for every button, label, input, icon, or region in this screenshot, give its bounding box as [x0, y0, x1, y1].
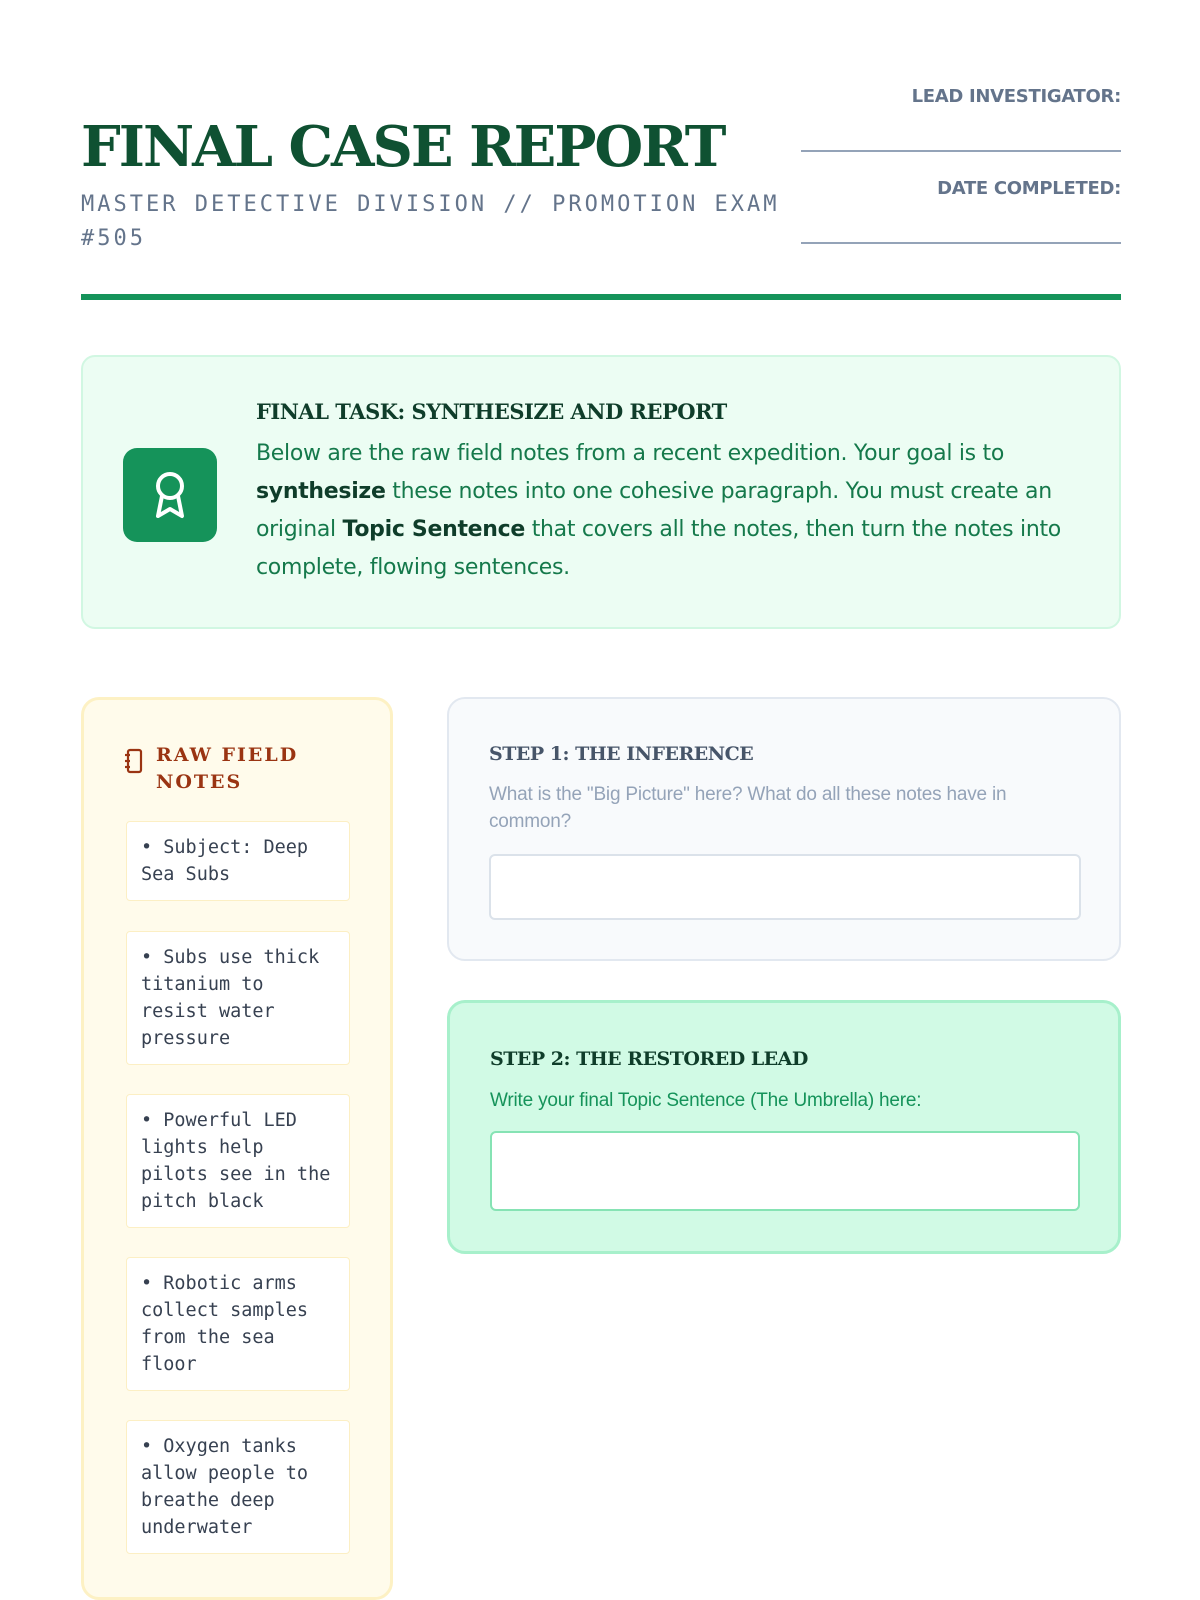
- award-ribbon-icon: [123, 448, 217, 542]
- step-2-card: [447, 1000, 1121, 1254]
- date-completed-label: DATE COMPLETED:: [937, 178, 1121, 199]
- notebook-icon: [124, 748, 144, 779]
- lead-investigator-label: LEAD INVESTIGATOR:: [911, 86, 1121, 107]
- step-2-title: STEP 2: THE RESTORED LEAD: [490, 1048, 808, 1070]
- notes-header: [124, 742, 306, 796]
- lead-investigator-line[interactable]: [801, 118, 1121, 152]
- task-text: Below are the raw field notes from a recent expedition. Your goal is to: [256, 441, 1005, 466]
- topic-sentence-input[interactable]: [490, 1131, 1080, 1211]
- task-card: [81, 355, 1121, 629]
- header-divider: [81, 294, 1121, 300]
- field-note: • Robotic arms collect samples from the sea floor: [126, 1257, 350, 1391]
- field-note: • Subject: Deep Sea Subs: [126, 821, 350, 901]
- step-1-card: [447, 697, 1121, 961]
- step-1-description: What is the "Big Picture" here? What do all these notes have in common?: [489, 784, 1007, 832]
- notes-title: RAW FIELD NOTES: [156, 744, 299, 793]
- report-meta: [801, 86, 1121, 270]
- raw-field-notes-panel: [81, 697, 393, 1600]
- date-completed-line[interactable]: [801, 210, 1121, 244]
- task-instructions: [256, 435, 1086, 587]
- step-2-description: Write your final Topic Sentence (The Umbrella) here:: [490, 1090, 922, 1111]
- task-text: that covers all the notes, then turn the notes into complete, flowing sentences.: [256, 517, 1061, 580]
- field-note: • Subs use thick titanium to resist water pressure: [126, 931, 350, 1065]
- report-header: [81, 86, 1121, 302]
- task-text: these notes into one cohesive paragraph. You must create an original: [256, 479, 1052, 542]
- step-1-title: STEP 1: THE INFERENCE: [489, 743, 754, 765]
- page-title: FINAL CASE REPORT: [81, 114, 725, 180]
- task-heading: FINAL TASK: SYNTHESIZE AND REPORT: [256, 399, 727, 424]
- inference-input[interactable]: [489, 854, 1081, 920]
- field-note: • Powerful LED lights help pilots see in the pitch black: [126, 1094, 350, 1228]
- page-subtitle: MASTER DETECTIVE DIVISION // PROMOTION EXAM #505: [81, 192, 780, 251]
- task-emphasis-topic-sentence: Topic Sentence: [342, 517, 526, 542]
- field-note: • Oxygen tanks allow people to breathe deep underwater: [126, 1420, 350, 1554]
- task-emphasis-synthesize: synthesize: [256, 479, 386, 504]
